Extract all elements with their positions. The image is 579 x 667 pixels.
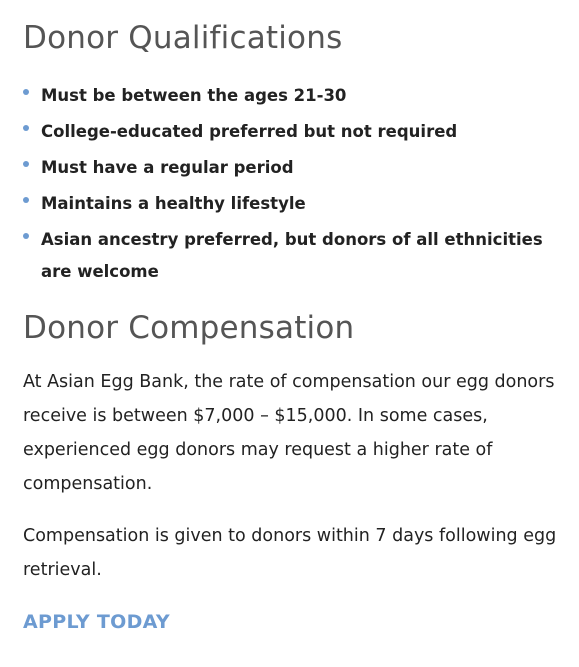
list-item-text: Must be between the ages 21-30 xyxy=(41,86,347,105)
list-item-text: Maintains a healthy lifestyle xyxy=(41,194,306,213)
bullet-icon xyxy=(23,125,29,131)
qualifications-list xyxy=(23,80,563,292)
apply-today-link[interactable]: APPLY TODAY xyxy=(23,611,170,633)
list-item xyxy=(23,224,563,288)
bullet-icon xyxy=(23,197,29,203)
list-item-text: College-educated preferred but not required xyxy=(41,122,458,141)
list-item-text: Asian ancestry preferred, but donors of all ethnicities are welcome xyxy=(41,230,543,281)
bullet-icon xyxy=(23,233,29,239)
bullet-icon xyxy=(23,161,29,167)
list-item xyxy=(23,188,563,220)
compensation-timing-paragraph: Compensation is given to donors within 7 days following egg retrieval. xyxy=(23,526,557,580)
list-item xyxy=(23,152,563,184)
bullet-icon xyxy=(23,89,29,95)
list-item-text: Must have a regular period xyxy=(41,158,294,177)
compensation-paragraph: At Asian Egg Bank, the rate of compensation our egg donors receive is between $7,000 – $15,000. In some cases, experienced egg donors may request a higher rate of compensation. xyxy=(23,372,555,494)
qualifications-heading: Donor Qualifications xyxy=(23,20,343,56)
list-item xyxy=(23,116,563,148)
compensation-heading: Donor Compensation xyxy=(23,310,355,346)
list-item xyxy=(23,80,563,112)
